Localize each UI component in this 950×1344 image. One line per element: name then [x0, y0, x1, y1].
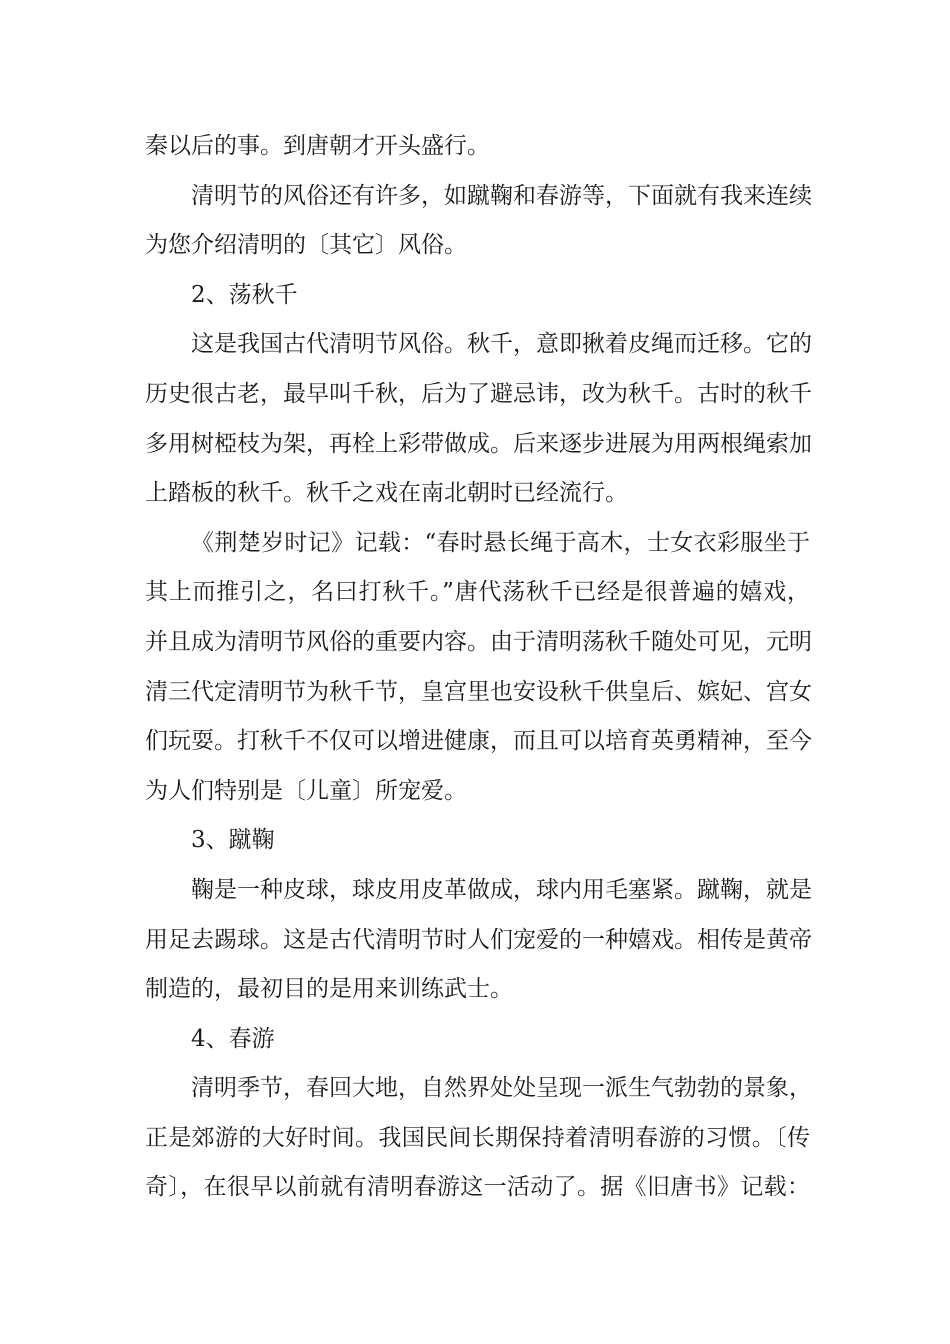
paragraph-first-line: 《荆楚岁时记》记载：“春时悬长绳于高木，士女衣彩服坐于 [191, 529, 810, 556]
text-line: 其上而推引之，名曰打秋千。”唐代荡秋千已经是很普遍的嬉戏， [145, 579, 810, 606]
text-line: 们玩耍。打秋千不仅可以增进健康，而且可以培育英勇精神，至今 [145, 728, 812, 755]
paragraph-first-line: 清明季节，春回大地，自然界处处呈现一派生气勃勃的景象， [191, 1075, 812, 1102]
text-line: 历史很古老，最早叫千秋，后为了避忌讳，改为秋千。古时的秋千 [145, 380, 812, 407]
document-page [145, 122, 810, 1213]
paragraph-first-line: 这是我国古代清明节风俗。秋千，意即揪着皮绳而迁移。它的 [191, 331, 812, 358]
text-line: 秦以后的事。到唐朝才开头盛行。 [145, 133, 490, 159]
paragraph-first-line: 鞠是一种皮球，球皮用皮革做成，球内用毛塞紧。蹴鞠，就是 [191, 876, 812, 903]
text-line: 上踏板的秋千。秋千之戏在南北朝时已经流行。 [145, 480, 628, 507]
text-line: 为人们特别是〔儿童〕所宠爱。 [145, 777, 467, 804]
section-heading: 2、荡秋千 [191, 281, 298, 308]
text-line: 用足去踢球。这是古代清明节时人们宠爱的一种嬉戏。相传是黄帝 [145, 926, 812, 953]
text-line: 正是郊游的大好时间。我国民间长期保持着清明春游的习惯。〔传 [145, 1124, 810, 1151]
text-line: 制造的，最初目的是用来训练武士。 [145, 976, 513, 1003]
text-line: 清三代定清明节为秋千节，皇宫里也安设秋千供皇后、嫔妃、宫女 [145, 678, 812, 705]
text-line: 多用树椏枝为架，再栓上彩带做成。后来逐步进展为用两根绳索加 [145, 430, 812, 457]
text-line: 为您介绍清明的〔其它〕风俗。 [145, 232, 467, 259]
text-line: 并且成为清明节风俗的重要内容。由于清明荡秋千随处可见，元明 [145, 628, 812, 655]
paragraph-first-line: 清明节的风俗还有许多，如蹴鞠和春游等，下面就有我来连续 [191, 182, 812, 209]
section-heading: 4、春游 [191, 1025, 275, 1052]
text-line: 奇〕，在很早以前就有清明春游这一活动了。据《旧唐书》记载： [145, 1174, 810, 1201]
section-heading: 3、蹴鞠 [191, 827, 275, 854]
